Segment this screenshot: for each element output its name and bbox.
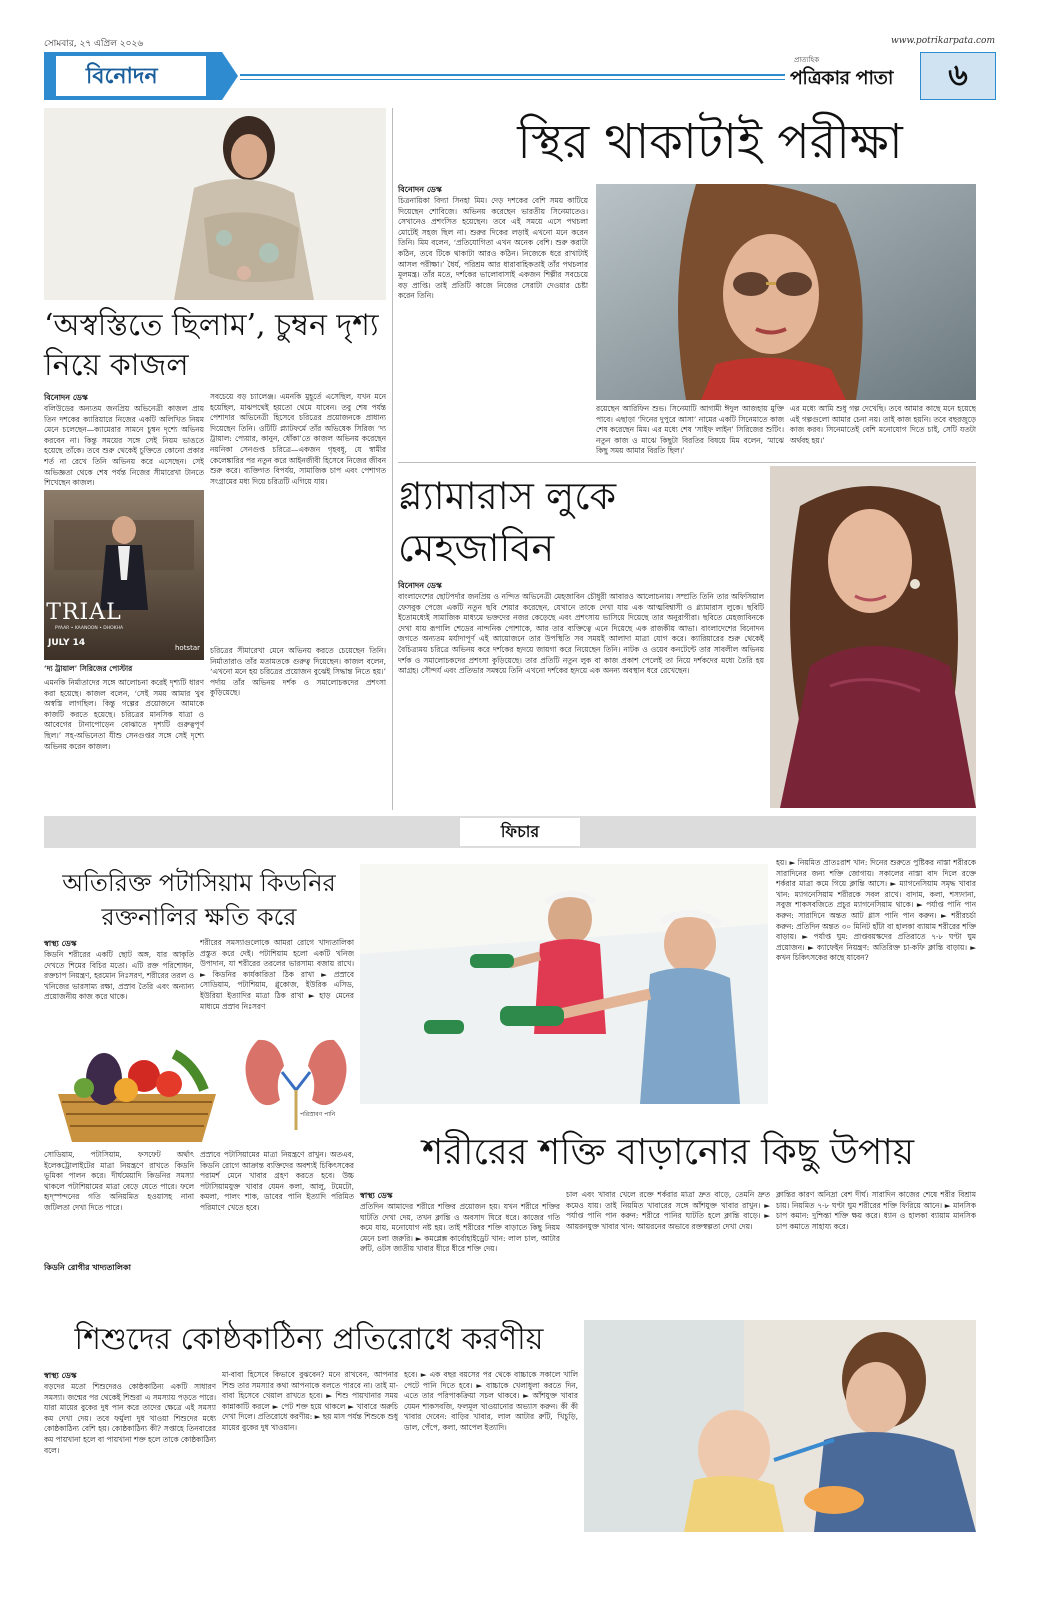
poster-art [44,490,204,660]
poster-title: TRIAL [46,600,122,625]
workout-art [360,864,768,1104]
potassium-intro: কিডনি শরীরের একটি ছোট অঙ্গ, যার আকৃতি দেখতে শিমের বিচির মতো। এটি রক্ত পরিশোধন, রক্তচাপ নিয়ন্ত্রণ, হরমোন নিঃসরণ, শরীরের তরল ও খনিজের ভারসাম্য রক্ষা, প্রস্রাব তৈরি এবং অন্যান্য প্রয়োজনীয় কাজ করে থাকে। [44,950,194,1002]
logo-subtext: প্রাত্যহিক [794,56,820,64]
mim-body-col3: এর মধ্যে আমি শুধু গল্প দেখেছি। তবে আমার কাছে মনে হয়েছে এই গল্পগুলো আমার চেনা নয়। তাই কাজ হয়নি। তবে বছরজুড়ে কাজ করব। সিনেমাতেই বেশি মনোযোগ দিতে চাই, সেটি যতটা অর্থবহ হয়।’ [790,404,976,445]
section-divider [398,462,976,463]
mehazabien-photo [770,466,976,808]
kajol-photo [44,108,386,300]
strength-headline: শরীরের শক্তি বাড়ানোর কিছু উপায় [421,1132,915,1173]
children-col1: বড়দের মতো শিশুদেরও কোষ্ঠকাঠিন্য একটি সাধারণ সমস্যা। জন্মের পর থেকেই শিশুরা এ সমস্যায় পড়তে পারে। যারা মায়ের বুকের দুধ পান করে তাদের ক্ষেত্রে এই সমস্যা কম দেখা দেয়। তবে ফর্মুলা দুধ খাওয়া শিশুদের মধ্যে কোষ্ঠকাঠিন্য বেশি হয়। কোষ্ঠকাঠিন্য কী? সপ্তাহে তিনবারের কম পায়খানা হলে বা পায়খানা শক্ত হলে তাকে কোষ্ঠকাঠিন্য বলে। [44,1382,216,1455]
column-divider [392,108,393,810]
website-link[interactable]: www.potrikarpata.com [891,36,995,46]
kajol-body-col3: এমনকি নির্মাতাদের সঙ্গে আলোচনা করেই দৃশ্যটি ধারণ করা হয়েছে। কাজল বলেন, ‘সেই সময় আমার খুব অস্বস্তি লাগছিল। কিন্তু গল্পের প্রয়োজনে আমাকে কাজটি করতে হয়েছে। চরিত্রের মানসিক যাত্রা ও আবেগের টানাপোড়েন বোঝাতে দৃশ্যটি গুরুত্বপূর্ণ ছিল।’ সহ-অভিনেতা যীশু সেনগুপ্তর সঙ্গে সেই দৃশ্যে অভিনয় করেন কাজল। [44,678,204,751]
potassium-desk: স্বাস্থ্য ডেস্ক [44,939,77,948]
header-rule-thin [240,79,785,80]
potassium-col2: শরীরের সমস্যাগুলোকে আমরা রোগে খাদ্যতালিকা প্রস্তুত করে দেই। পটাশিয়াম হলো একটি খনিজ উপাদান, যা শরীরের তরলের ভারসাম্য বজায় রাখে। ► কিডনির কার্যকারিতা ঠিক রাখা ► প্রস্রাবে সোডিয়াম, পটাশিয়াম, গ্লুকোজ, ইউরিক এসিড, ইউরিয়া ইত্যাদির মাত্রা ঠিক রাখা ► হাড় মেনের মাধ্যমে প্রস্রাব নিঃসরণ [200,938,354,1011]
mehazabien-body: বাংলাদেশের ছোটপর্দার জনপ্রিয় ও নন্দিত অভিনেত্রী মেহজাবিন চৌধুরী আবারও আলোচনায়। সম্প্রতি তিনি তার অফিসিয়াল ফেসবুক পেজে একটি নতুন ছবি শেয়ার করেছেন, যেখানে তাকে দেখা যায় এক আত্মবিশ্বাসী ও গ্ল্যামারাস লুকে। ছবিটি ইতোমধ্যেই সামাজিক মাধ্যমে ভক্তদের নজর কেড়েছে এবং প্রশংসায় ভাসিয়ে দিয়েছে তার অনুরাগীরা। ছবিতে মেহজাবিনকে দেখা যায় রূপালি শেডের নান্দনিক পোশাকে, আর তার ব্যক্তিত্বে এনে দিয়েছে এক রাজকীয় আভা। বাংলাদেশের বিনোদন জগতে অন্যতম মর্যাদাপূর্ণ এই আয়োজনে তার উপস্থিতি সব সময়ই আলাদা মাত্রা যোগ করে। ক্যারিয়ারের শুরু থেকেই বৈচিত্র্যময় চরিত্রে অভিনয় করে দর্শকের হৃদয়ে জায়গা করে নিয়েছেন তিনি। নাটক ও ওয়েব কনটেন্টে তার সাবলীল অভিনয় দর্শক ও সমালোচকদের প্রশংসা কুড়িয়েছে। তার প্রতিটি নতুন লুক বা কাজ প্রকাশ পেলেই তা নিয়ে দর্শকদের মধ্যে তৈরি হয় আগ্রহ। সৌন্দর্য এবং প্রতিভার সমন্বয়ে তিনি এখনো দর্শকের হৃদয়ে এক অনন্য অবস্থান ধরে রেখেছেন। [398,592,764,676]
workout-photo [360,864,768,1104]
strength-desk: স্বাস্থ্য ডেস্ক [360,1191,393,1200]
mehazabien-portrait-art [770,466,976,808]
children-col3: হবে। ► এক বছর বয়সের পর থেকে বাচ্চাকে সকালে খালি পেটে পানি দিতে হবে। ► বাচ্চাকে খেলাধুলা করতে দিন, এতে তার পরিপাকক্রিয়া সচল থাকবে। ► আঁশযুক্ত খাবার যেমন শাকসবজি, ফলমূল খাওয়ানোর অভ্যাস করুন। কী কী খাবার দেবেন: বাড়ির খাবার, লাল আটার রুটি, খিচুড়ি, ডাল, পেঁপে, কলা, আপেল ইত্যাদি। [404,1370,578,1432]
date-line: সোমবার, ২৭ এপ্রিল ২০২৬ [44,39,144,49]
kajol-body-col1: বলিউডের অন্যতম জনপ্রিয় অভিনেত্রী কাজল প্রায় তিন দশকের ক্যারিয়ারে নিজের একটি অলিখিত নিয়ম মেনে চলেছেন—ক্যামেরার সামনে চুম্বন দৃশ্যে অভিনয় করবেন না। কিন্তু সময়ের সঙ্গে সেই নিয়ম ভাঙতে হয়েছে তাঁকে। তবে শুরু থেকেই চুক্তিতে কোনো প্রকার শর্ত না রেখে তিনি অভিনয় করে এসেছেন। সেই অভিজ্ঞতা থেকে শেষ পর্যন্ত নিজের সীমারেখা টানতে শিখেছেন কাজল। [44,404,204,488]
feature-label: ফিচার [460,818,580,846]
section-arrow [222,52,238,100]
strength-col1: প্রতিদিন আমাদের শরীরে শক্তির প্রয়োজন হয়। যখন শরীরে শক্তির ঘাটতি দেখা দেয়, তখন ক্লান্তি ও অবসাদ ঘিরে ধরে। কাজের গতি কমে যায়, মনোযোগ নষ্ট হয়। তাই শরীরের শক্তি বাড়াতে কিছু নিয়ম মেনে চলা জরুরি। ► কমপ্লেক্স কার্বোহাইড্রেট খান: লাল চাল, আটার রুটি, ওটস জাতীয় খাবার ধীরে ধীরে শক্তি দেয়। [360,1202,560,1254]
mim-body-col2: রয়েছেন আরিফিন শুভ। সিনেমাটি আগামী ঈদুল আজহায় মুক্তি পাবে। এছাড়া ‘দিনের দুপুরে আসা’ নামের একটি সিনেমাতে কাজ শেষ করেছেন মিম। এর মধ্যে শেষ ‘সাইফ লাইন’ সিরিজের শুটিং। নতুন কাজ ও মাঝে কিছুটা বিরতির বিষয়ে মিম বলেন, ‘মাঝে কিছু সময় আমার বিরতি ছিল।’ [596,404,784,456]
potassium-col3: সোডিয়াম, পটাসিয়াম, ফসফেট অর্থাৎ ইলেকট্রোলাইটের মাত্রা নিয়ন্ত্রণে রাখতে কিডনি ভূমিকা পালন করে। দীর্ঘমেয়াদি কিডনির সমস্যা থাকলে পটাশিয়ামের মাত্রা বেড়ে যেতে পারে। ফলে হৃদ্‌স্পন্দনের গতি অনিয়মিত হওয়াসহ নানা জটিলতা দেখা দিতে পারে। [44,1150,194,1212]
kajol-headline: ‘অস্বস্তিতে ছিলাম’, চুম্বন দৃশ্য নিয়ে কাজল [44,308,379,383]
section-title: বিনোদন [56,56,206,96]
mim-portrait-art [596,184,976,400]
mim-headline: স্থির থাকাটাই পরীক্ষা [517,114,903,170]
children-desk: স্বাস্থ্য ডেস্ক [44,1371,77,1380]
kajol-figure-art [44,108,386,300]
potassium-headline: অতিরিক্ত পটাসিয়াম কিডনির রক্তনালির ক্ষতি করে [62,869,336,931]
masthead-logo [790,54,915,98]
mim-desk: বিনোদন ডেস্ক [398,185,442,194]
strength-col2: চাল এবং খাবার খেলে রক্তে শর্করার মাত্রা দ্রুত বাড়ে, তেমনি দ্রুত কমেও যায়। তাই নিয়মিত খাবারের সঙ্গে আঁশযুক্ত খাবার রাখুন। ► পর্যাপ্ত পানি পান করুন: শরীরে পানির ঘাটতি হলে ক্লান্তি বাড়ে। ► আয়রনযুক্ত খাবার খান: আয়রনের অভাবে রক্তস্বল্পতা দেখা দেয়। [566,1190,770,1231]
poster-subtitle: PYAAR • KAANOON • DHOKHA [54,626,124,631]
kajol-body-col1b: ‘দ্য ট্রায়াল’ সিরিজের পোস্টার [44,664,133,673]
mehazabien-headline: গ্ল্যামারাস লুকে মেহজাবিন [398,474,617,570]
kajol-body-col4: চরিত্রের সীমারেখা মেনে অভিনয় করতে চেয়েছেন তিনি। নির্মাতারাও তাঁর মতামতকে গুরুত্ব দিয়েছেন। কাজল বলেন, ‘এখনো মনে হয় চরিত্রের প্রয়োজন বুঝেই সিদ্ধান্ত নিতে হয়।’ পর্দায় তাঁর অভিনয় দর্শক ও সমালোচকদের প্রশংসা কুড়িয়েছে। [210,646,386,698]
potassium-subhead: কিডনি রোগীর খাদ্যতালিকা [44,1263,131,1272]
trial-poster [44,490,204,660]
mim-body-col1: চিত্রনায়িকা বিদ্যা সিনহা মিম। দেড় দশকের বেশি সময় কাটিয়ে দিয়েছেন শোবিজে। অভিনয় করেছেন ভারতীয় সিনেমাতেও। সেখানেও প্রশংসিত হয়েছেন। তবে এই সময়ে এসে পথচলা মোটেই সহজ ছিল না। শুরুর দিকের লড়াই এখনো মনে করেন তিনি। মিম বলেন, ‘প্রতিযোগিতা এখন অনেক বেশি। শুরু করাটা কঠিন, তবে টিকে থাকাটা আরও কঠিন। নিজেকে ধরে রাখাটাই আসল পরীক্ষা।’ ধৈর্য, পরিশ্রম আর ধারাবাহিকতাই তাঁর পথচলার মূলমন্ত্র। তাঁর মতে, দর্শকের ভালোবাসাই একজন শিল্পীর সবচেয়ে বড় প্রাপ্তি। তাই প্রতিটি কাজে নিজের সেরাটা দেওয়ার চেষ্টা করেন তিনি। [398,196,588,301]
poster-platform: hotstar [174,644,200,652]
strength-sidebar: হয়। ► নিয়মিত প্রাতঃরাশ খান: দিনের শুরুতে পুষ্টিকর নাস্তা শরীরকে সারাদিনের জন্য শক্তি জোগায়। সকালের নাস্তা বাদ দিলে রক্তে শর্করার মাত্রা কমে গিয়ে ক্লান্তি আসে। ► ম্যাগনেসিয়াম সমৃদ্ধ খাবার খান: ম্যাগনেসিয়াম শরীরকে সবল রাখে। বাদাম, কলা, শস্যদানা, সবুজ শাকসবজিতে প্রচুর ম্যাগনেসিয়াম থাকে। ► পর্যাপ্ত পানি পান করুন: সারাদিনে অন্তত আট গ্লাস পানি পান করুন। ► শরীরচর্চা করুন: প্রতিদিন অন্তত ৩০ মিনিট হাঁটা বা হালকা ব্যায়াম শরীরের শক্তি বাড়ায়। ► পর্যাপ্ত ঘুম: প্রাপ্তবয়স্কদের প্রতিরাতে ৭-৮ ঘণ্টা ঘুম প্রয়োজন। ► ক্যাফেইন নিয়ন্ত্রণ: অতিরিক্ত চা-কফি ক্লান্তি বাড়ায়। ► কখন চিকিৎসকের কাছে যাবেন? [776,858,976,963]
mim-photo [596,184,976,400]
mother-baby-photo [584,1320,976,1532]
kidney-caption: পরিস্রাবণ পানি [300,1111,336,1118]
kajol-desk: বিনোদন ডেস্ক [44,393,88,402]
children-headline: শিশুদের কোষ্ঠকাঠিন্য প্রতিরোধে করণীয় [74,1322,544,1357]
logo-text: পত্রিকার পাতা [790,67,893,89]
kajol-body-col2: সবচেয়ে বড় চ্যালেঞ্জ। এমনকি মুহূর্তে এসেছিল, যখন মনে হয়েছিল, মাঝপথেই হয়তো থেমে যাবেন। তবু শেষ পর্যন্ত পেশাদার অভিনেত্রী হিসেবে চরিত্রের প্রয়োজনকে প্রাধান্য দিয়েছেন তিনি। ওটিটি প্ল্যাটফর্মে তাঁর অভিষেক সিরিজ ‘দ্য ট্রায়াল: প্যেয়ার, কানুন, ধোঁকা’তে কাজল অভিনয় করেছেন নয়নিকা সেনগুপ্ত চরিত্রে—একজন গৃহবধূ, যে স্বামীর কেলেঙ্কারির পর নতুন করে আইনজীবী হিসেবে নিজের জীবন শুরু করে। ব্যক্তিগত বিপর্যয়, সামাজিক চাপ এবং পেশাগত সংগ্রামের মধ্য দিয়ে চরিত্রটি এগিয়ে যায়। [210,392,386,486]
potassium-col4: প্রস্রাবে পটাসিয়ামের মাত্রা নিয়ন্ত্রণে রাখুন। অতএব, কিডনি রোগে আক্রান্ত ব্যক্তিদের অবশ্যই চিকিৎসকের পরামর্শ মেনে খাবার গ্রহণ করতে হবে। উচ্চ পটাসিয়ামযুক্ত খাবার যেমন কলা, আলু, টমেটো, কমলা, পালং শাক, ডাবের পানি ইত্যাদি পরিমিত পরিমাণে খেতে হবে। [200,1150,354,1212]
page-number: ৬ [948,58,968,93]
strength-col3: ক্লান্তির কারণ অনিদ্রা বেশ দীর্ঘ। সারাদিন কাজের শেষে শরীর বিশ্রাম চায়। নিয়মিত ৭-৮ ঘণ্টা ঘুম শরীরের শক্তি ফিরিয়ে আনে। ► মানসিক চাপ কমান: দুশ্চিন্তা শক্তি ক্ষয় করে। ধ্যান ও হালকা ব্যায়াম মানসিক চাপ কমাতে সাহায্য করে। [776,1190,976,1231]
mehazabien-desk: বিনোদন ডেস্ক [398,581,442,590]
poster-date: JULY 14 [48,638,86,648]
mother-baby-art [584,1320,976,1532]
header-rule [240,74,785,76]
children-col2: মা-বাবা হিসেবে কিভাবে বুঝবেন? মনে রাখবেন, আপনার শিশু তার সমস্যার কথা আপনাকে বলতে পারবে না। তাই মা-বাবা হিসেবে খেয়াল রাখতে হবে। ► শিশু পায়খানার সময় কান্নাকাটি করলে ► পেট শক্ত হয়ে থাকলে ► খাবারে অরুচি দেখা দিলে। প্রতিরোধে করণীয়: ► ছয় মাস পর্যন্ত শিশুকে শুধু মায়ের বুকের দুধ খাওয়ান। [222,1370,398,1432]
